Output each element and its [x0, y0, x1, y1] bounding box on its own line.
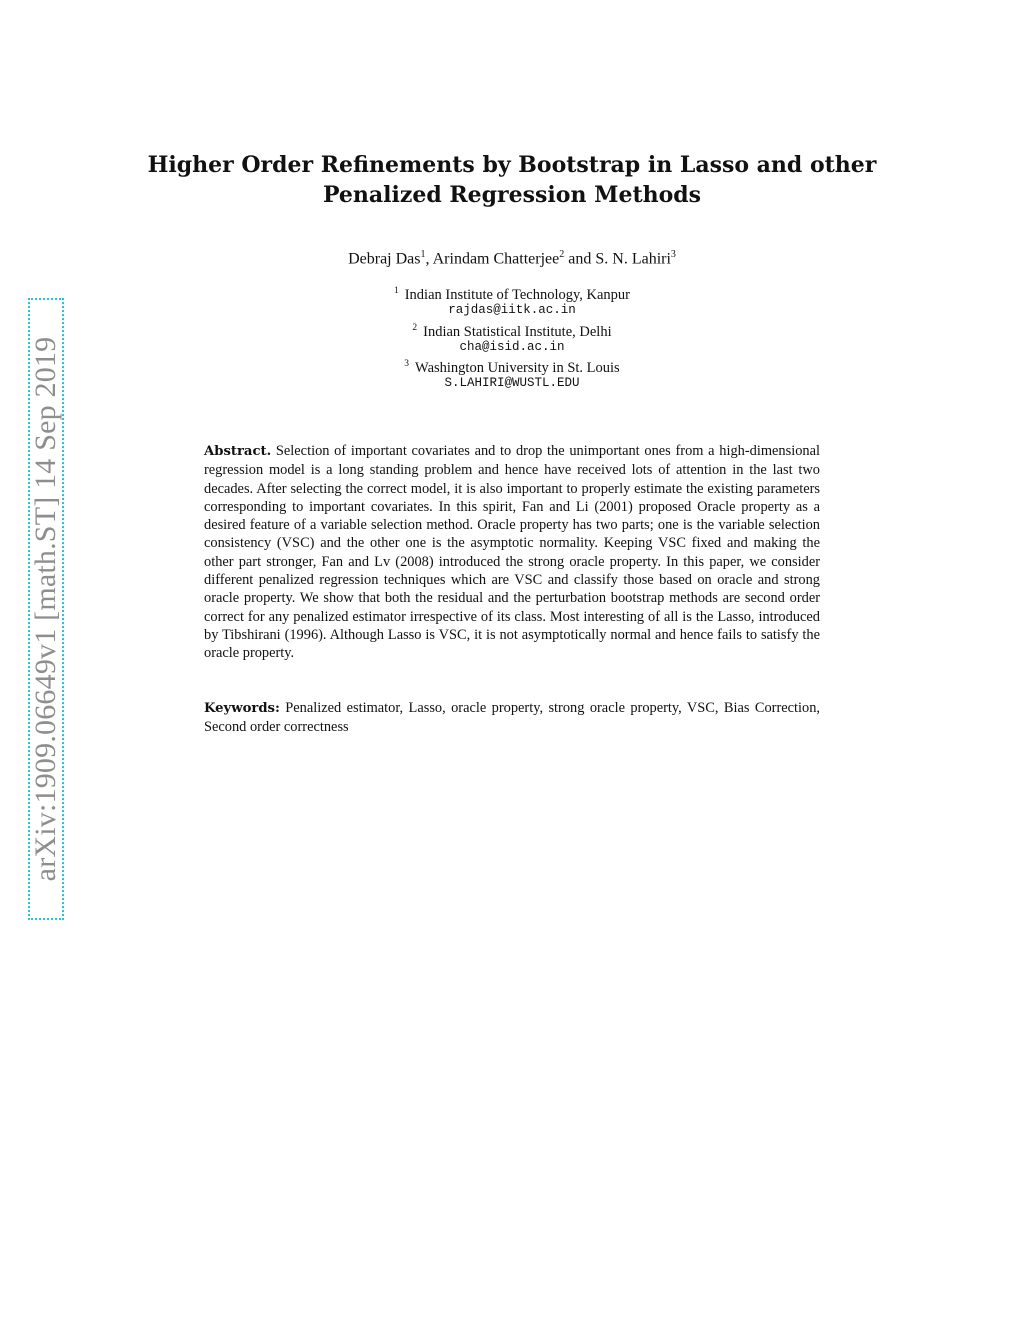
author-email: S.LAHIRI@WUSTL.EDU: [444, 376, 580, 391]
affiliation-email-line: [140, 300, 884, 318]
affiliation-number: 2: [412, 322, 418, 333]
author-name: S. N. Lahiri: [595, 250, 671, 268]
author-name: Arindam Chatterjee: [432, 250, 560, 268]
author-email: rajdas@iitk.ac.in: [448, 303, 576, 318]
author-separator: ,: [425, 250, 433, 268]
author-email: cha@isid.ac.in: [459, 339, 565, 354]
author-affiliation-mark: 1: [420, 249, 426, 260]
abstract-label: Abstract.: [204, 444, 272, 459]
affiliation-name: Indian Statistical Institute, Delhi: [423, 323, 612, 340]
author-name: Debraj Das: [348, 250, 421, 268]
affiliation-number: 1: [393, 286, 399, 296]
author-separator: and: [564, 250, 596, 268]
author-affiliation-mark: 3: [670, 249, 676, 260]
abstract-text: Selection of important covariates and to drop the unimportant ones from a high-dimensional regression model is a long standing problem and hence have received lots of attention in the last two decades. After selecting the correct model, it is also important to properly estimate the existing parameters corresponding to important covariates. In this spirit, Fan and Li (2001) proposed Oracle property as a desired feature of a variable selection method. Oracle property has two parts; one is the variable selection consistency (VSC) and the other one is the asymptotic normality. Keeping VSC fixed and making the other part stronger, Fan and Lv (2008) introduced the strong oracle property. In this paper, we consider different penalized regression techniques which are VSC and classify those based on oracle and strong oracle property. We show that both the residual and the perturbation bootstrap methods are second order correct for any penalized estimator irrespective of its class. Most interesting of all is the Lasso, introduced by Tibshirani (1996). Although Lasso is VSC, it is not asymptotically normal and hence fails to satisfy the oracle property.: [204, 443, 820, 662]
affiliation-line: [140, 319, 884, 340]
keywords-text: Penalized estimator, Lasso, oracle property, strong oracle property, VSC, Bias Correction, Second order correctness: [204, 700, 821, 736]
paper-title: [140, 150, 884, 210]
affiliation-list: [140, 282, 884, 392]
affiliation-number: 3: [404, 359, 410, 370]
arxiv-stamp: [28, 298, 64, 920]
author-affiliation-mark: 2: [559, 249, 565, 260]
title-line-1: Higher Order Refinements by Bootstrap in Lasso and other: [147, 152, 877, 178]
author-list: [140, 244, 884, 270]
affiliation-line: [140, 282, 884, 303]
affiliation-name: Washington University in St. Louis: [415, 360, 620, 377]
keywords: [204, 699, 820, 737]
affiliation-name: Indian Institute of Technology, Kanpur: [404, 286, 631, 303]
title-line-2: Penalized Regression Methods: [322, 182, 702, 208]
arxiv-identifier: arXiv:1909.06649v1 [math.ST] 14 Sep 2019: [29, 336, 62, 882]
keywords-label: Keywords:: [204, 701, 280, 716]
affiliation-line: [140, 355, 884, 377]
affiliation-email-line: [140, 337, 884, 355]
affiliation-email-line: [140, 373, 884, 391]
abstract: [204, 442, 820, 663]
